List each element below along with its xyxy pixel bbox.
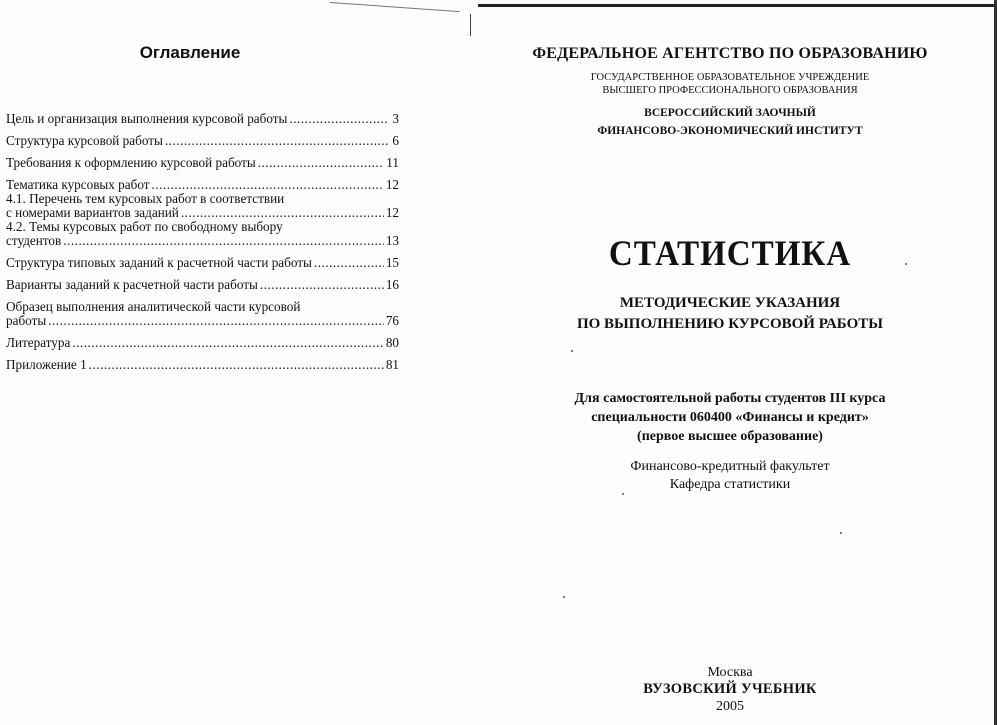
- toc-subentry[interactable]: [6, 234, 399, 248]
- toc-entry[interactable]: [6, 112, 399, 126]
- toc-entry-title: Цель и организация выполнения курсовой работы: [6, 111, 288, 126]
- institution-name-line2: ФИНАНСОВО-ЭКОНОМИЧЕСКИЙ ИНСТИТУТ: [597, 125, 863, 137]
- toc-entry-title: Варианты заданий к расчетной части работы: [6, 277, 258, 292]
- toc-page-number: 6: [392, 133, 399, 148]
- audience-line1: Для самостоятельной работы студентов III курса: [574, 391, 886, 406]
- institution-type-line2: ВЫСШЕГО ПРОФЕССИОНАЛЬНОГО ОБРАЗОВАНИЯ: [602, 85, 858, 96]
- dot-leader: [258, 156, 385, 170]
- toc-entry-title-line1[interactable]: Образец выполнения аналитической части курсовой: [6, 299, 301, 314]
- audience-line3: (первое высшее образование): [637, 429, 823, 444]
- toc-entry-title: Литература: [6, 335, 71, 350]
- toc-page-number: 80: [385, 335, 399, 350]
- toc-heading: Оглавление: [139, 43, 241, 62]
- toc-page-number: 12: [385, 177, 399, 192]
- scan-speck: [571, 350, 573, 352]
- subtitle-line2: ПО ВЫПОЛНЕНИЮ КУРСОВОЙ РАБОТЫ: [576, 316, 884, 332]
- imprint-year: 2005: [716, 699, 744, 714]
- target-audience: [500, 389, 960, 446]
- table-of-contents: [6, 112, 399, 372]
- dot-leader: [181, 206, 384, 220]
- toc-entry[interactable]: [6, 358, 399, 372]
- imprint-publisher: ВУЗОВСКИЙ УЧЕБНИК: [643, 681, 817, 697]
- spine-fold-mark: [470, 14, 471, 36]
- toc-entry-title: Требования к оформлению курсовой работы: [6, 155, 256, 170]
- agency-name: ФЕДЕРАЛЬНОЕ АГЕНТСТВО ПО ОБРАЗОВАНИЮ: [532, 45, 928, 62]
- imprint-city: Москва: [707, 665, 753, 680]
- institution-type-line1: ГОСУДАРСТВЕННОЕ ОБРАЗОВАТЕЛЬНОЕ УЧРЕЖДЕНИЕ: [590, 72, 870, 83]
- dot-leader: [289, 112, 389, 126]
- toc-entry-title: Тематика курсовых работ: [6, 177, 150, 192]
- toc-page-number: 76: [385, 313, 399, 328]
- toc-entry-title: Приложение 1: [6, 357, 87, 372]
- faculty-block: [500, 458, 960, 494]
- toc-entry[interactable]: [6, 134, 399, 148]
- toc-subentry[interactable]: [6, 206, 399, 220]
- department-name: Кафедра статистики: [669, 477, 791, 492]
- toc-entry[interactable]: [6, 156, 399, 170]
- faculty-name: Финансово-кредитный факультет: [630, 459, 830, 474]
- toc-entry[interactable]: [6, 314, 399, 328]
- toc-entry[interactable]: [6, 278, 399, 292]
- toc-subentry-title-line1[interactable]: 4.1. Перечень тем курсовых работ в соответствии: [6, 191, 285, 206]
- toc-entry-title: студентов: [6, 233, 62, 248]
- dot-leader: [165, 134, 389, 148]
- book-subtitle: [500, 293, 960, 335]
- toc-page-number: 81: [385, 357, 399, 372]
- toc-page-number: 11: [386, 155, 399, 170]
- dot-leader: [152, 178, 384, 192]
- scan-edge-mark: [329, 2, 460, 26]
- scan-speck: [563, 596, 565, 598]
- toc-entry[interactable]: [6, 178, 399, 192]
- toc-page-number: 13: [385, 233, 399, 248]
- toc-entry-title: Структура типовых заданий к расчетной части работы: [6, 255, 312, 270]
- dot-leader: [72, 336, 383, 350]
- audience-line2: специальности 060400 «Финансы и кредит»: [591, 410, 869, 425]
- subtitle-line1: МЕТОДИЧЕСКИЕ УКАЗАНИЯ: [619, 295, 841, 311]
- dot-leader: [260, 278, 384, 292]
- toc-entry-title: Структура курсовой работы: [6, 133, 163, 148]
- institution-name-line1: ВСЕРОССИЙСКИЙ ЗАОЧНЫЙ: [644, 107, 816, 119]
- institution-type: [500, 71, 960, 97]
- scan-speck: [840, 532, 842, 534]
- dot-leader: [48, 314, 384, 328]
- dot-leader: [314, 256, 384, 270]
- dot-leader: [63, 234, 384, 248]
- toc-entry[interactable]: [6, 256, 399, 270]
- toc-page-number: 16: [385, 277, 399, 292]
- toc-page-number: 12: [385, 205, 399, 220]
- toc-entry-title: работы: [6, 313, 47, 328]
- page-top-edge: [478, 4, 997, 7]
- book-title: СТАТИСТИКА: [608, 233, 852, 273]
- toc-subentry-title-line1[interactable]: 4.2. Темы курсовых работ по свободному выбору: [6, 219, 283, 234]
- dot-leader: [89, 358, 384, 372]
- toc-entry-title: с номерами вариантов заданий: [6, 205, 179, 220]
- toc-entry[interactable]: [6, 336, 399, 350]
- institution-name: [500, 104, 960, 140]
- toc-page-number: 15: [385, 255, 399, 270]
- imprint: [500, 664, 960, 715]
- toc-page-number: 3: [392, 111, 399, 126]
